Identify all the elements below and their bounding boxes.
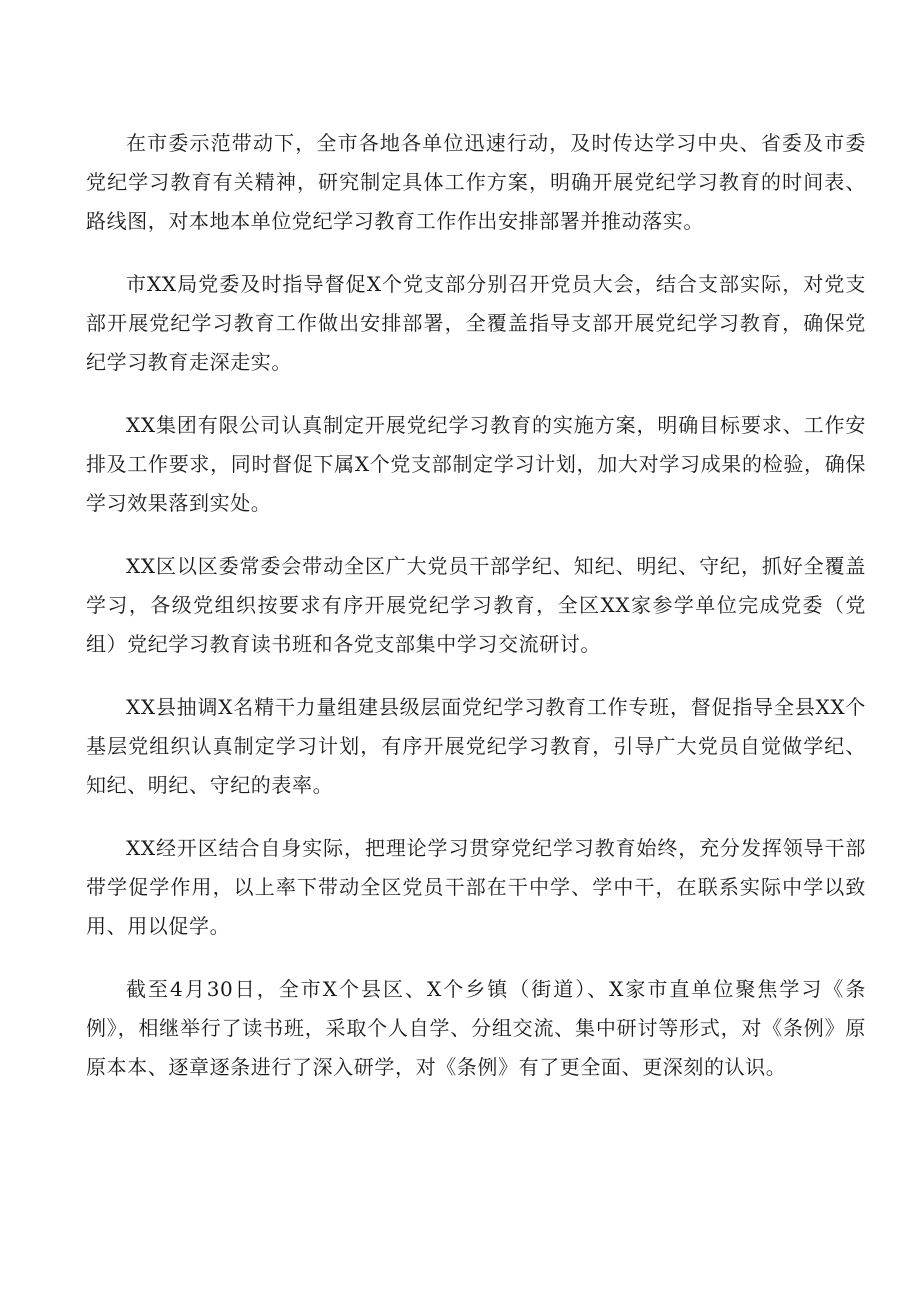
paragraph-4: XX区以区委常委会带动全区广大党员干部学纪、知纪、明纪、守纪，抓好全覆盖学习，各级党组织按要求有序开展党纪学习教育，全区XX家参学单位完成党委（党组）党纪学习教育读书班和各党支部集中学习交流研讨。 [86,554,866,656]
paragraph-7: 截至4月30日，全市X个县区、X个乡镇（街道）、X家市直单位聚焦学习《条例》，相继举行了读书班，采取个人自学、分组交流、集中研讨等形式，对《条例》原原本本、逐章逐条进行了深入研学，对《条例》有了更全面、更深刻的认识。 [86,977,866,1079]
paragraph-3: XX集团有限公司认真制定开展党纪学习教育的实施方案，明确目标要求、工作安排及工作要求，同时督促下属X个党支部制定学习计划，加大对学习成果的检验，确保学习效果落到实处。 [86,413,866,515]
paragraph-2: 市XX局党委及时指导督促X个党支部分别召开党员大会，结合支部实际，对党支部开展党纪学习教育工作做出安排部署，全覆盖指导支部开展党纪学习教育，确保党纪学习教育走深走实。 [86,272,866,374]
paragraph-5: XX县抽调X名精干力量组建县级层面党纪学习教育工作专班，督促指导全县XX个基层党组织认真制定学习计划，有序开展党纪学习教育，引导广大党员自觉做学纪、知纪、明纪、守纪的表率。 [86,695,866,797]
paragraph-6: XX经开区结合自身实际，把理论学习贯穿党纪学习教育始终，充分发挥领导干部带学促学作用，以上率下带动全区党员干部在干中学、学中干，在联系实际中学以致用、用以促学。 [86,836,866,938]
paragraph-1: 在市委示范带动下，全市各地各单位迅速行动，及时传达学习中央、省委及市委党纪学习教育有关精神，研究制定具体工作方案，明确开展党纪学习教育的时间表、路线图，对本地本单位党纪学习教育工作作出安排部署并推动落实。 [86,131,866,233]
document-body [86,124,866,1111]
